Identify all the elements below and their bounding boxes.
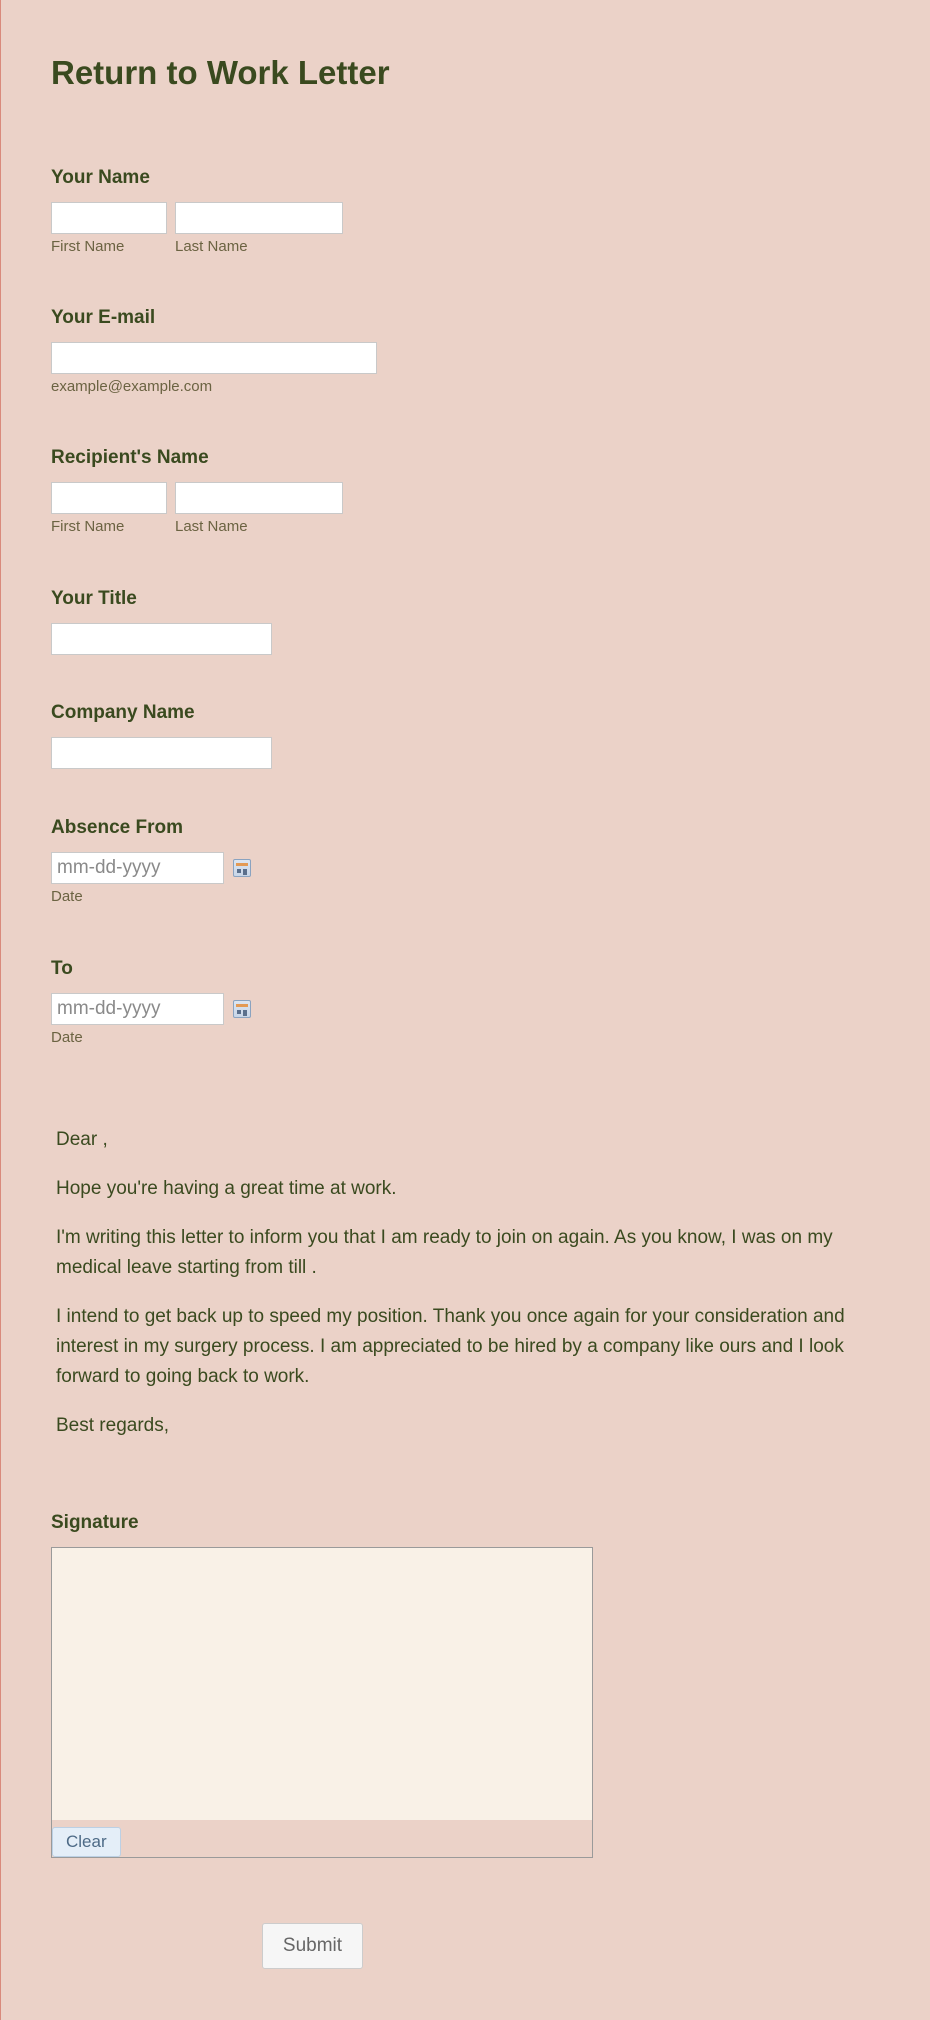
email-input[interactable] xyxy=(51,342,377,374)
letter-paragraph-2: I'm writing this letter to inform you that I am ready to join on again. As you know, I was on my medical leave starting from till . xyxy=(56,1227,833,1278)
absence-to-date-input[interactable] xyxy=(51,993,224,1025)
your-title-field xyxy=(51,588,272,655)
calendar-icon[interactable] xyxy=(233,859,251,877)
your-title-label: Your Title xyxy=(51,588,137,609)
your-name-field xyxy=(51,167,343,256)
submit-button[interactable]: Submit xyxy=(262,1923,363,1969)
your-first-name-sublabel: First Name xyxy=(51,238,125,255)
recipient-last-name-input[interactable] xyxy=(175,482,343,514)
letter-greeting: Dear , xyxy=(56,1129,108,1150)
absence-to-sublabel: Date xyxy=(51,1029,83,1046)
calendar-icon[interactable] xyxy=(233,1000,251,1018)
recipient-name-field xyxy=(51,447,343,536)
absence-from-label: Absence From xyxy=(51,817,183,838)
email-sublabel: example@example.com xyxy=(51,378,213,395)
absence-from-sublabel: Date xyxy=(51,888,83,905)
signature-pad[interactable] xyxy=(52,1548,592,1820)
absence-to-field xyxy=(51,958,251,1047)
company-name-input[interactable] xyxy=(51,737,272,769)
company-name-field xyxy=(51,702,272,769)
your-last-name-sublabel: Last Name xyxy=(175,238,248,255)
absence-from-date-input[interactable] xyxy=(51,852,224,884)
recipient-first-name-input[interactable] xyxy=(51,482,167,514)
letter-paragraph-1: Hope you're having a great time at work. xyxy=(56,1178,397,1199)
letter-paragraph-3: I intend to get back up to speed my position. Thank you once again for your consideration and interest in my surgery process. I am appreciated to be hired by a company like ours and I look forward to going back to work. xyxy=(56,1306,845,1387)
company-name-label: Company Name xyxy=(51,702,195,723)
letter-closing: Best regards, xyxy=(56,1415,169,1436)
recipient-last-name-sublabel: Last Name xyxy=(175,518,248,535)
signature-box xyxy=(51,1547,593,1858)
absence-from-field xyxy=(51,817,251,906)
your-first-name-input[interactable] xyxy=(51,202,167,234)
recipient-first-name-sublabel: First Name xyxy=(51,518,125,535)
clear-signature-button[interactable]: Clear xyxy=(52,1827,121,1857)
page-title: Return to Work Letter xyxy=(51,54,390,91)
recipient-name-label: Recipient's Name xyxy=(51,447,209,468)
your-title-input[interactable] xyxy=(51,623,272,655)
absence-to-label: To xyxy=(51,958,73,979)
signature-label: Signature xyxy=(51,1512,139,1533)
letter-body xyxy=(56,1125,846,1460)
your-last-name-input[interactable] xyxy=(175,202,343,234)
email-label: Your E-mail xyxy=(51,307,156,328)
your-name-label: Your Name xyxy=(51,167,150,188)
email-field xyxy=(51,307,377,396)
signature-field xyxy=(51,1512,593,1858)
